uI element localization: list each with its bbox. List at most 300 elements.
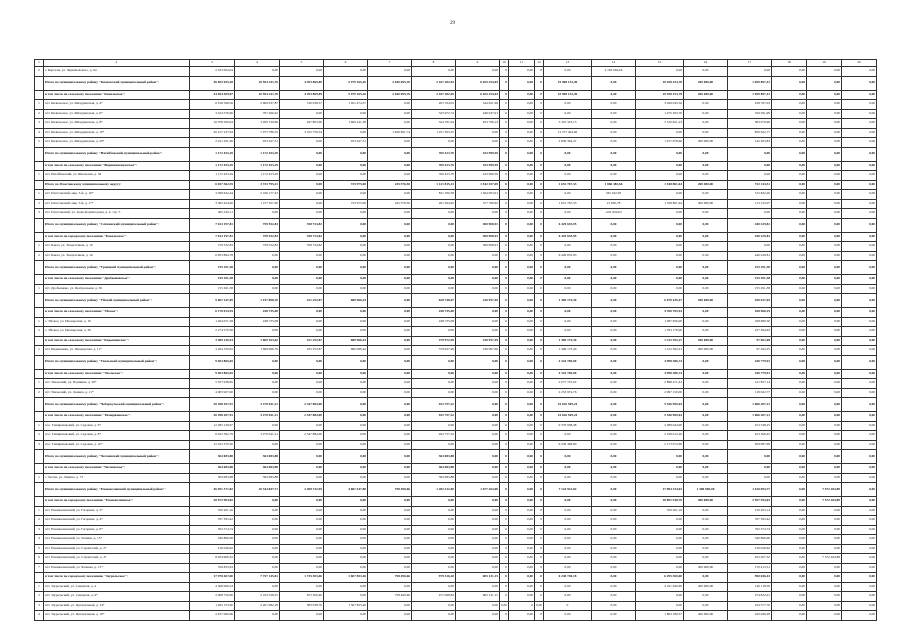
row-number-cell <box>35 355 44 369</box>
amount-cell: 7 757 145,81 <box>235 573 280 583</box>
amount-cell: 0,00 <box>456 535 500 545</box>
amount-cell: 0,00 <box>324 525 368 535</box>
amount-cell: 0,00 <box>280 440 324 450</box>
amount-cell: 118 922,77 <box>728 388 772 398</box>
amount-cell: 0,00 <box>807 171 842 181</box>
row-number-cell: 2 <box>35 199 44 209</box>
amount-cell: 0,00 <box>324 497 368 507</box>
amount-cell: 0,00 <box>772 582 807 592</box>
amount-cell: 0,00 <box>368 242 412 252</box>
amount-cell: 659 987,69 <box>728 440 772 450</box>
amount-cell: 0,00 <box>509 506 535 516</box>
amount-cell: 21 630,78 <box>592 199 636 209</box>
amount-cell: 0,00 <box>636 464 684 474</box>
amount-cell: 2 957 394,63 <box>728 497 772 507</box>
amount-cell: 237 364,63 <box>728 327 772 337</box>
amount-cell: 0,00 <box>544 563 592 573</box>
amount-cell: 725 975,00 <box>324 180 368 190</box>
amount-cell: 769 423,70 <box>412 171 456 181</box>
amount-cell: 0,00 <box>636 261 684 275</box>
amount-cell: 0,00 <box>772 516 807 526</box>
amount-cell: 0 <box>500 554 509 564</box>
column-number-cell: 9 <box>456 60 500 67</box>
amount-cell: 0,00 <box>807 431 842 441</box>
amount-cell: 0,00 <box>280 525 324 535</box>
amount-cell: 680 966,44 <box>324 346 368 356</box>
amount-cell: 0,00 <box>684 109 728 119</box>
row-number-cell: 2 <box>35 516 44 526</box>
amount-cell: 0,00 <box>807 128 842 138</box>
amount-cell: 0,00 <box>592 242 636 252</box>
amount-cell: 0,00 <box>772 398 807 412</box>
amount-cell: 0,00 <box>684 100 728 110</box>
address-cell: г. Карталы, ул. Черняховского, д. 94 <box>44 67 190 77</box>
amount-cell: 200 000,00 <box>684 611 728 621</box>
column-number-cell: 14 <box>592 60 636 67</box>
row-number-cell: 3 <box>35 525 44 535</box>
amount-cell: 0,00 <box>368 506 412 516</box>
subtotal-row <box>35 161 877 171</box>
amount-cell: 0,00 <box>368 251 412 261</box>
amount-cell: 0,00 <box>684 388 728 398</box>
amount-cell: 364 083,88 <box>235 473 280 483</box>
table-row <box>35 379 877 389</box>
amount-cell: 0,00 <box>500 601 509 611</box>
amount-cell: 108 680,50 <box>728 317 772 327</box>
address-cell: пгт. Бакал, ул. Энергетиков, д. 16 <box>44 251 190 261</box>
column-number-row <box>35 60 877 67</box>
amount-cell: 767 490,45 <box>235 109 280 119</box>
amount-cell: 0,00 <box>842 525 877 535</box>
amount-cell: 0,00 <box>807 440 842 450</box>
column-number-cell: 6 <box>324 60 368 67</box>
amount-cell: 0,00 <box>368 190 412 200</box>
subtotal-row <box>35 450 877 464</box>
amount-cell: 0,00 <box>509 464 535 474</box>
amount-cell: 2 457 060,66 <box>190 611 235 621</box>
amount-cell: 10 616 509,24 <box>544 398 592 412</box>
amount-cell: 0,00 <box>592 516 636 526</box>
amount-cell: 0 <box>500 388 509 398</box>
amount-cell: 0,00 <box>509 544 535 554</box>
amount-cell: 0,00 <box>368 497 412 507</box>
amount-cell: 240 779,91 <box>728 369 772 379</box>
amount-cell: 1 542 257,69 <box>456 180 500 190</box>
amount-cell: 221 252,87 <box>280 336 324 346</box>
amount-cell: 0,00 <box>842 554 877 564</box>
amount-cell: 0 <box>500 369 509 379</box>
amount-cell: 6 070 445,47 <box>636 294 684 308</box>
amount-cell: 0,00 <box>412 421 456 431</box>
amount-cell: 0,00 <box>280 284 324 294</box>
amount-cell: 0,00 <box>842 516 877 526</box>
amount-cell: 0,00 <box>324 398 368 412</box>
amount-cell: 0 <box>535 90 544 100</box>
amount-cell: 0,00 <box>509 190 535 200</box>
amount-cell: 0,00 <box>842 294 877 308</box>
amount-cell: 0,00 <box>842 261 877 275</box>
amount-cell: 1 409 175,36 <box>544 336 592 346</box>
address-cell: пгт. Увельский, ул. Ленина, д. 11* <box>44 388 190 398</box>
amount-cell: 0,00 <box>592 506 636 516</box>
amount-cell: 0,00 <box>324 190 368 200</box>
amount-cell: 762 574,74 <box>728 525 772 535</box>
amount-cell: 0,00 <box>842 369 877 379</box>
amount-cell: 205 764,03 <box>412 100 456 110</box>
amount-cell: 0,00 <box>412 582 456 592</box>
amount-cell: 0,00 <box>509 147 535 161</box>
amount-cell: 759 552,83 <box>235 232 280 242</box>
amount-cell: 364 083,88 <box>412 450 456 464</box>
amount-cell: 2 859 364,47 <box>544 138 592 148</box>
amount-cell: 0 <box>500 464 509 474</box>
amount-cell: 10 908 132,49 <box>544 76 592 90</box>
amount-cell: 0,00 <box>772 180 807 190</box>
amount-cell: 0,00 <box>456 355 500 369</box>
amount-cell: 0,00 <box>684 284 728 294</box>
address-cell: пгт. Еманжелинский, ул. Гагарина, д. 4* <box>44 516 190 526</box>
amount-cell: 9 563 865,65 <box>190 369 235 379</box>
amount-cell: 0,00 <box>456 388 500 398</box>
amount-cell: 7 572 264,89 <box>807 497 842 507</box>
amount-cell: 0,00 <box>592 473 636 483</box>
address-cell: пос. Тимирязевский, ул. Садовая, д. 8* <box>44 431 190 441</box>
amount-cell: 12 577 404,82 <box>544 128 592 138</box>
amount-cell: 0,00 <box>592 601 636 611</box>
amount-cell: 0,00 <box>807 161 842 171</box>
amount-cell: 769 423,70 <box>412 147 456 161</box>
row-number-cell <box>35 308 44 318</box>
amount-cell: 109 561,99 <box>728 109 772 119</box>
amount-cell: 364 083,88 <box>190 450 235 464</box>
amount-cell: 0,00 <box>544 317 592 327</box>
amount-cell: 0,00 <box>324 369 368 379</box>
amount-cell: 0,00 <box>544 554 592 564</box>
amount-cell: 1 282 312,00 <box>412 483 456 497</box>
amount-cell: 0,00 <box>324 109 368 119</box>
amount-cell: 0,00 <box>842 76 877 90</box>
amount-cell: 0,00 <box>456 251 500 261</box>
amount-cell: 0,00 <box>728 161 772 171</box>
amount-cell: 0,00 <box>412 506 456 516</box>
amount-cell: 364 083,88 <box>412 464 456 474</box>
amount-cell: 0,00 <box>728 450 772 464</box>
amount-cell: 0,00 <box>842 450 877 464</box>
subtotal-row <box>35 232 877 242</box>
amount-cell: 0,00 <box>456 582 500 592</box>
address-cell: пгт. Кизильское, ул. Мичуринская, д. 8* <box>44 119 190 129</box>
table-row <box>35 209 877 219</box>
amount-cell: 0,00 <box>807 346 842 356</box>
amount-cell: 0,00 <box>368 421 412 431</box>
amount-cell: 17 978 467,00 <box>190 573 235 583</box>
amount-cell: 2 253 974,76 <box>544 388 592 398</box>
amount-cell: 0,00 <box>368 516 412 526</box>
amount-cell: 340 890,06 <box>728 535 772 545</box>
amount-cell: 0,00 <box>368 218 412 232</box>
amount-cell: 0,00 <box>456 128 500 138</box>
amount-cell: 0,00 <box>509 412 535 422</box>
amount-cell: 240 779,91 <box>728 355 772 369</box>
amount-cell: 0 <box>500 218 509 232</box>
amount-cell: 0,00 <box>456 554 500 564</box>
amount-cell: 0,00 <box>842 464 877 474</box>
amount-cell: 0,00 <box>368 473 412 483</box>
amount-cell: 0,00 <box>842 209 877 219</box>
amount-cell: 0 <box>500 506 509 516</box>
amount-cell: 0,00 <box>842 379 877 389</box>
amount-cell: 0 <box>500 582 509 592</box>
amount-cell: 0,00 <box>772 209 807 219</box>
amount-cell: 0,00 <box>592 308 636 318</box>
amount-cell: 1 358 861,64 <box>636 199 684 209</box>
amount-cell: 0,00 <box>324 209 368 219</box>
amount-cell: 0,00 <box>592 535 636 545</box>
amount-cell: 0,00 <box>807 242 842 252</box>
amount-cell: 0 <box>500 516 509 526</box>
amount-cell: 1 735 303,06 <box>280 573 324 583</box>
amount-cell: 0,00 <box>235 563 280 573</box>
amount-cell: 2 163 004,04 <box>190 67 235 77</box>
amount-cell: 0 <box>535 573 544 583</box>
amount-cell: 0 <box>500 308 509 318</box>
amount-cell: 0,00 <box>842 199 877 209</box>
amount-cell: 0,00 <box>509 284 535 294</box>
row-number-cell: 1 <box>35 582 44 592</box>
amount-cell: 3 270 041,21 <box>235 431 280 441</box>
amount-cell: 0,00 <box>842 90 877 100</box>
row-number-cell: 1 <box>35 506 44 516</box>
amount-cell: 170 413,51 <box>728 563 772 573</box>
amount-cell: 0,00 <box>592 421 636 431</box>
address-cell: в том числе по сельскому поселению "Дробышевское": <box>44 275 190 285</box>
amount-cell: 2 274 570,36 <box>190 327 235 337</box>
amount-cell: 0,00 <box>456 284 500 294</box>
amount-cell: 0,00 <box>772 161 807 171</box>
amount-cell: 0,00 <box>235 525 280 535</box>
row-number-cell <box>35 336 44 346</box>
amount-cell: 0,00 <box>592 251 636 261</box>
row-number-cell <box>35 261 44 275</box>
amount-cell: 0,00 <box>368 308 412 318</box>
amount-cell: 0 <box>535 464 544 474</box>
amount-cell: 1 172 453,29 <box>235 161 280 171</box>
row-number-cell: 5 <box>35 138 44 148</box>
subtotal-row <box>35 180 877 190</box>
amount-cell: 340 890,06 <box>190 535 235 545</box>
amount-cell: 0,00 <box>235 369 280 379</box>
table-row <box>35 440 877 450</box>
row-number-cell: 2 <box>35 431 44 441</box>
amount-cell: 0,00 <box>807 601 842 611</box>
amount-cell: 345 192,95 <box>592 190 636 200</box>
amount-cell: 379 972,99 <box>412 336 456 346</box>
subtotal-row <box>35 218 877 232</box>
amount-cell: 0 <box>535 535 544 545</box>
amount-cell: 0,00 <box>324 379 368 389</box>
amount-cell: 10 908 132,49 <box>544 90 592 100</box>
amount-cell: 1 863 180,37 <box>636 611 684 621</box>
amount-cell: 0,00 <box>544 171 592 181</box>
amount-cell: 732 144,51 <box>728 180 772 190</box>
amount-cell: 0,00 <box>807 388 842 398</box>
amount-cell: 2 169 012,26 <box>636 431 684 441</box>
amount-cell: 0,00 <box>368 369 412 379</box>
amount-cell: 0,00 <box>324 327 368 337</box>
amount-cell: 4 998 386,74 <box>636 355 684 369</box>
amount-cell: 0,00 <box>772 294 807 308</box>
amount-cell: 0 <box>500 412 509 422</box>
amount-cell: 1 172 453,29 <box>190 161 235 171</box>
amount-cell: 0,00 <box>636 601 684 611</box>
amount-cell: 155 291,38 <box>728 284 772 294</box>
amount-cell: 0,00 <box>235 379 280 389</box>
subtotal-row <box>35 147 877 161</box>
amount-cell: 0 <box>535 147 544 161</box>
amount-cell: 1 607 853,46 <box>324 573 368 583</box>
amount-cell: 0,00 <box>684 473 728 483</box>
amount-cell: 440 229,81 <box>728 218 772 232</box>
amount-cell: 0,00 <box>509 592 535 602</box>
amount-cell: 0,00 <box>772 128 807 138</box>
amount-cell: 0,00 <box>456 544 500 554</box>
amount-cell: 6 625 254,04 <box>456 76 500 90</box>
amount-cell: 3 049 045,56 <box>636 100 684 110</box>
amount-cell: 0,00 <box>368 544 412 554</box>
amount-cell: 245 576,50 <box>368 180 412 190</box>
amount-cell: 0,00 <box>592 554 636 564</box>
amount-cell: 0,00 <box>368 464 412 474</box>
subtotal-row <box>35 294 877 308</box>
amount-cell: 216 026,62 <box>728 544 772 554</box>
table-row <box>35 100 877 110</box>
amount-cell: 0,00 <box>807 464 842 474</box>
amount-cell: 0,00 <box>280 516 324 526</box>
amount-cell: 155 291,38 <box>190 275 235 285</box>
amount-cell: 0,00 <box>544 284 592 294</box>
amount-cell: 0,00 <box>509 218 535 232</box>
amount-cell: 4 293 869,89 <box>280 90 324 100</box>
address-cell: пгт. Еманжелинский, ул. Строителей, д. 4* <box>44 554 190 564</box>
amount-cell: 0,00 <box>592 261 636 275</box>
amount-cell: 0,00 <box>807 209 842 219</box>
amount-cell: 0,00 <box>509 440 535 450</box>
amount-cell: 0,00 <box>807 563 842 573</box>
amount-cell: 0 <box>500 147 509 161</box>
row-number-cell: 1 <box>35 346 44 356</box>
amount-cell: 0,00 <box>544 516 592 526</box>
address-cell: Итого по Пластовскому муниципальному округу: <box>44 180 190 190</box>
amount-cell: 9 236 496,80 <box>544 440 592 450</box>
amount-cell: 0,00 <box>772 464 807 474</box>
amount-cell: 0,00 <box>592 109 636 119</box>
amount-cell: 0,00 <box>592 355 636 369</box>
subtotal-row <box>35 573 877 583</box>
address-cell: пгт. Пластовский, мкр. 3-й, д. 16* <box>44 190 190 200</box>
amount-cell: 0,00 <box>684 190 728 200</box>
amount-cell: 0,00 <box>684 308 728 318</box>
amount-cell: 0,00 <box>368 261 412 275</box>
amount-cell: 0,00 <box>456 450 500 464</box>
amount-cell: 0,00 <box>842 242 877 252</box>
amount-cell: 0,00 <box>544 506 592 516</box>
amount-cell: 0,00 <box>772 119 807 129</box>
amount-cell: 0 <box>500 76 509 90</box>
amount-cell: 0,00 <box>235 497 280 507</box>
amount-cell: 0 <box>500 90 509 100</box>
subtotal-row <box>35 464 877 474</box>
amount-cell: 6 429 635,95 <box>544 251 592 261</box>
amount-cell: 6 625 254,04 <box>456 90 500 100</box>
amount-cell: 0,00 <box>456 317 500 327</box>
amount-cell: 6 178 014,55 <box>190 308 235 318</box>
amount-cell: 725 975,00 <box>324 199 368 209</box>
amount-cell: 0,00 <box>324 147 368 161</box>
amount-cell: 0,00 <box>807 251 842 261</box>
row-number-cell: 2 <box>35 592 44 602</box>
address-cell: с. Уйское, ул. Пионерская, д. 16 <box>44 317 190 327</box>
amount-cell: 0,00 <box>684 275 728 285</box>
amount-cell: 0,00 <box>456 412 500 422</box>
amount-cell: 0,00 <box>544 497 592 507</box>
amount-cell: 0,00 <box>324 251 368 261</box>
amount-cell: 5 979 165,26 <box>324 76 368 90</box>
amount-cell: 0 <box>535 284 544 294</box>
amount-cell: 0,00 <box>535 601 544 611</box>
table-row <box>35 535 877 545</box>
amount-cell: 1 157 327,00 <box>235 199 280 209</box>
amount-cell: 0,00 <box>456 421 500 431</box>
amount-cell: 440 229,81 <box>728 251 772 261</box>
amount-cell: 933 447,51 <box>324 138 368 148</box>
amount-cell: 2 609 037,87 <box>235 100 280 110</box>
amount-cell: 0,00 <box>544 473 592 483</box>
amount-cell: 2 898 471,61 <box>636 379 684 389</box>
table-row <box>35 138 877 148</box>
amount-cell: 0 <box>544 601 592 611</box>
amount-cell: 358 724,82 <box>280 242 324 252</box>
amount-cell: 0,00 <box>456 611 500 621</box>
amount-cell: 0,00 <box>509 355 535 369</box>
amount-cell: 0,00 <box>772 497 807 507</box>
amount-cell: 155 291,38 <box>728 275 772 285</box>
amount-cell: 0,00 <box>509 563 535 573</box>
amount-cell: 0,00 <box>324 431 368 441</box>
amount-cell: 0,00 <box>324 161 368 171</box>
amount-cell: 0,00 <box>592 294 636 308</box>
amount-cell: 0,00 <box>807 232 842 242</box>
amount-cell: 0,00 <box>368 327 412 337</box>
amount-cell: 4 566 060,24 <box>190 582 235 592</box>
amount-cell: 0,00 <box>772 346 807 356</box>
amount-cell: 0,00 <box>509 327 535 337</box>
amount-cell: 7 075 786,35 <box>235 128 280 138</box>
column-number-cell: 4 <box>235 60 280 67</box>
amount-cell: 0,00 <box>509 209 535 219</box>
amount-cell: 0,00 <box>368 412 412 422</box>
amount-cell: 0 <box>535 67 544 77</box>
page-number: 29 <box>450 21 455 26</box>
amount-cell: 0,00 <box>456 497 500 507</box>
amount-cell: 0,00 <box>324 242 368 252</box>
amount-cell: 0 <box>500 317 509 327</box>
amount-cell: 0,00 <box>324 284 368 294</box>
amount-cell: 759 552,83 <box>235 218 280 232</box>
amount-cell: 225 252,87 <box>280 346 324 356</box>
amount-cell: 0,00 <box>456 379 500 389</box>
amount-cell: 0,00 <box>368 209 412 219</box>
amount-cell: 3 209 729,66 <box>235 119 280 129</box>
